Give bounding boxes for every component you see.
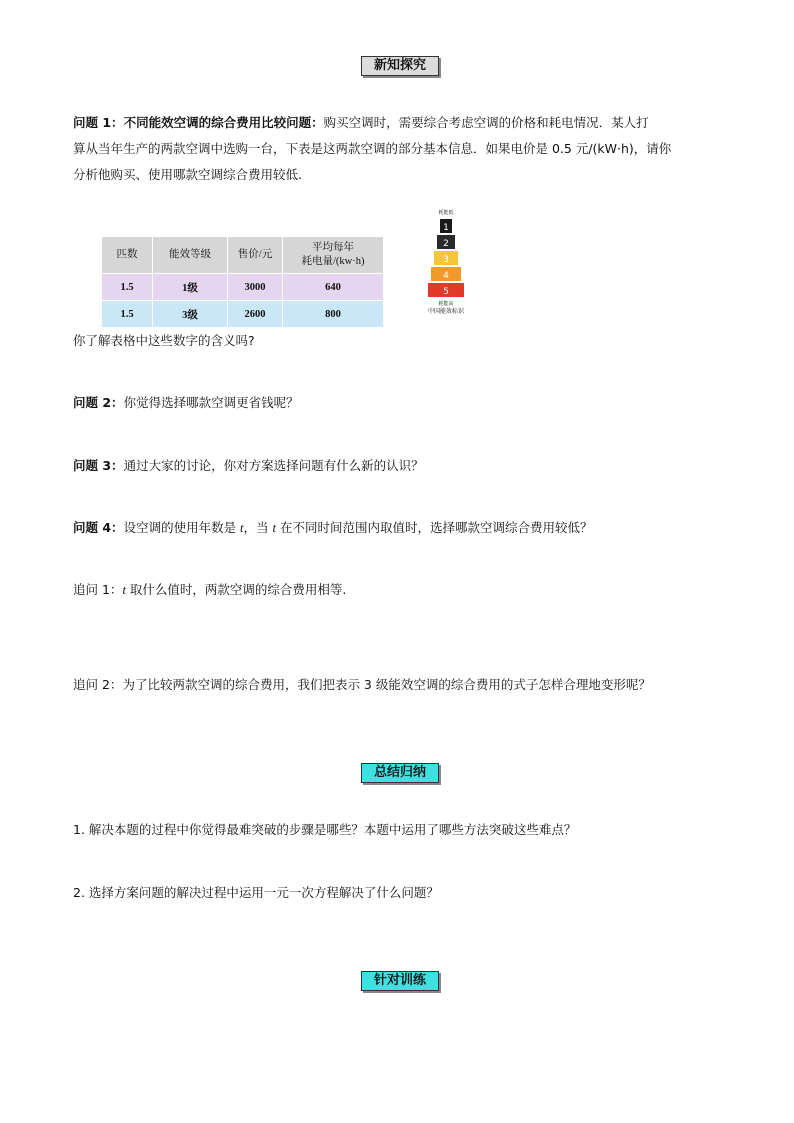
problem-2-text: 你觉得选择哪款空调更省钱呢？	[123, 395, 299, 410]
problem-1-heading: 不同能效空调的综合费用比较问题：	[123, 115, 324, 130]
problem-1-line-2: 算从当年生产的两款空调中选购一台，下表是这两款空调的部分基本信息．如果电价是 0.5 元/(kW·h)，请你	[73, 141, 672, 156]
table-header-cell	[283, 237, 384, 274]
energy-label-caption: 中国能效标识	[427, 308, 464, 315]
problem-4	[73, 515, 733, 541]
problem-4-text-c: 在不同时间范围内取值时，选择哪款空调综合费用较低？	[276, 520, 593, 535]
variable-t: t	[272, 521, 276, 535]
table-header-cell: 售价/元	[228, 237, 283, 274]
problem-4-text-a: 设空调的使用年数是	[123, 520, 241, 535]
problem-2-label: 问题 2：	[73, 395, 124, 410]
table-header-cell: 能效等级	[153, 237, 228, 274]
section-title-training: 针对训练	[361, 971, 439, 991]
table-cell: 3000	[228, 274, 283, 301]
variable-t: t	[240, 521, 244, 535]
problem-4-label: 问题 4：	[73, 520, 124, 535]
summary-item-1: 1. 解决本题的过程中你觉得最难突破的步骤是哪些？本题中运用了哪些方法突破这些难点？	[73, 822, 577, 837]
energy-levels-pyramid-icon	[418, 217, 474, 297]
section-title-summary: 总结归纳	[361, 763, 439, 783]
table-cell: 1级	[153, 274, 228, 301]
energy-level-number: 1	[443, 223, 449, 233]
table-row	[102, 274, 384, 301]
variable-t: t	[122, 583, 126, 597]
problem-3-label: 问题 3：	[73, 458, 124, 473]
problem-2	[73, 390, 733, 416]
table-header-line: 耗电量/(kw·h)	[301, 256, 365, 267]
table-header-cell: 匹数	[102, 237, 153, 274]
problem-1-line-3: 分析他购买、使用哪款空调综合费用较低.	[73, 167, 302, 182]
table-cell: 1.5	[102, 301, 153, 328]
air-conditioner-table	[101, 236, 384, 328]
energy-level-number: 5	[443, 287, 449, 297]
problem-4-text-b: ，当	[243, 520, 273, 535]
problem-1	[73, 110, 733, 188]
problem-1-label: 问题 1：	[73, 115, 124, 130]
problem-3-text: 通过大家的讨论，你对方案选择问题有什么新的认识？	[123, 458, 424, 473]
table-header-line: 平均每年	[312, 242, 354, 253]
energy-level-number: 2	[443, 239, 449, 249]
followup-2-label: 追问 2：	[73, 677, 123, 692]
summary-item-2: 2. 选择方案问题的解决过程中运用一元一次方程解决了什么问题？	[73, 885, 439, 900]
energy-efficiency-label	[418, 210, 474, 320]
question-meaning: 你了解表格中这些数字的含义吗?	[73, 333, 255, 348]
problem-1-line-1: 购买空调时，需要综合考虑空调的价格和耗电情况．某人打	[323, 115, 649, 130]
table-cell: 2600	[228, 301, 283, 328]
table-cell: 3级	[153, 301, 228, 328]
energy-label-bottom-text: 耗能高	[438, 301, 454, 307]
followup-1-label: 追问 1：	[73, 582, 123, 597]
problem-3	[73, 453, 733, 479]
table-row	[102, 301, 384, 328]
energy-level-number: 4	[443, 271, 449, 281]
followup-2	[73, 672, 733, 698]
followup-1-text: 取什么值时，两款空调的综合费用相等.	[125, 582, 347, 597]
energy-label-top-text: 耗能低	[438, 210, 454, 216]
table-cell: 800	[283, 301, 384, 328]
followup-1	[73, 577, 733, 603]
table-cell: 640	[283, 274, 384, 301]
table-header-row	[102, 237, 384, 274]
table-cell: 1.5	[102, 274, 153, 301]
followup-2-text: 为了比较两款空调的综合费用，我们把表示 3 级能效空调的综合费用的式子怎样合理地变形呢？	[122, 677, 651, 692]
section-title-explore: 新知探究	[361, 56, 439, 76]
energy-level-number: 3	[443, 255, 449, 265]
